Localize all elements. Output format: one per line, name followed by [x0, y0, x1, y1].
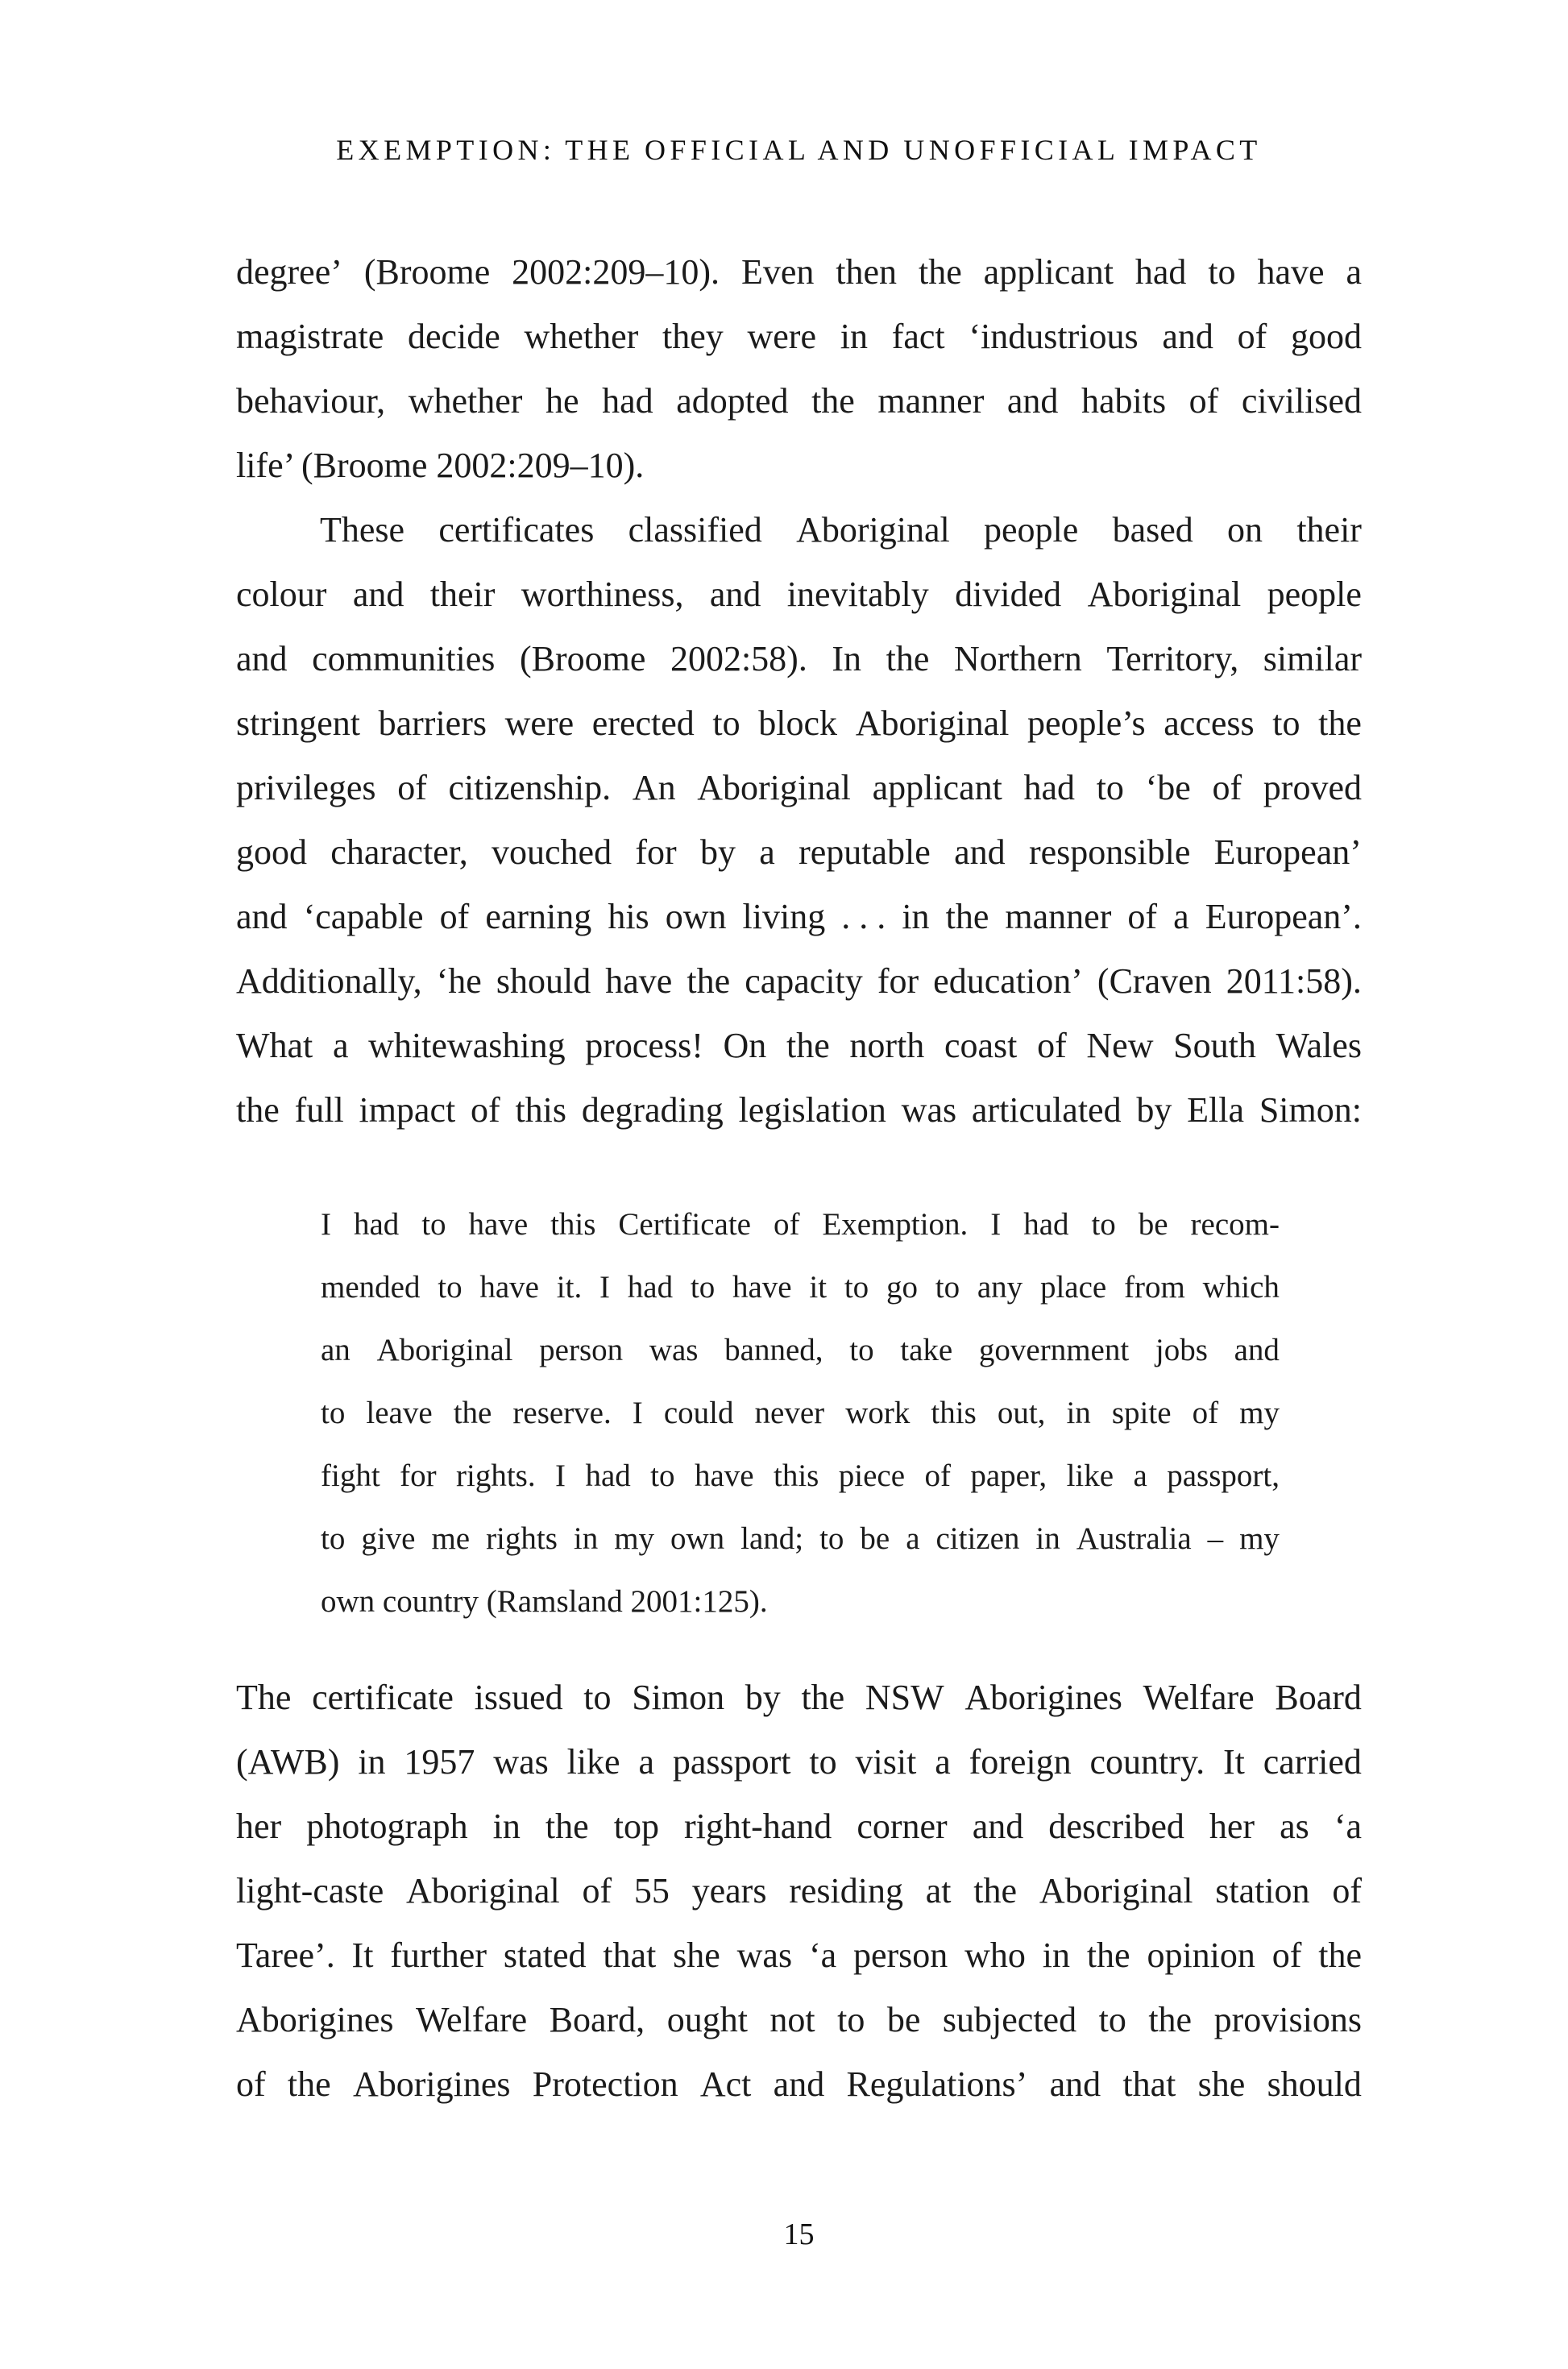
body-line: of the Aborigines Protection Act and Regulations’ and that she should — [236, 2064, 1362, 2104]
body-line: privileges of citizenship. An Aboriginal applicant had to ‘be of proved — [236, 768, 1362, 807]
quote-line: an Aboriginal person was banned, to take government jobs and — [321, 1333, 1280, 1367]
body-line: light-caste Aboriginal of 55 years residing at the Aboriginal station of — [236, 1871, 1362, 1911]
page-number: 15 — [783, 2218, 815, 2251]
quote-line: to give me rights in my own land; to be a citizen in Australia – my — [321, 1521, 1280, 1556]
block-quote — [321, 1193, 1280, 1633]
body-line: (AWB) in 1957 was like a passport to visit a foreign country. It carried — [236, 1742, 1362, 1782]
body-line: These certificates classified Aboriginal people based on their — [320, 510, 1362, 550]
body-line: Taree’. It further stated that she was ‘a person who in the opinion of the — [236, 1935, 1362, 1975]
body-line: the full impact of this degrading legislation was articulated by Ella Simon: — [236, 1090, 1362, 1130]
body-line: What a whitewashing process! On the north coast of New South Wales — [236, 1026, 1362, 1065]
body-line: Aborigines Welfare Board, ought not to be subjected to the provisions — [236, 2000, 1362, 2039]
quote-line: mended to have it. I had to have it to go to any place from which — [321, 1270, 1280, 1305]
quote-line: to leave the reserve. I could never work this out, in spite of my — [321, 1396, 1280, 1430]
body-line: and communities (Broome 2002:58). In the Northern Territory, similar — [236, 639, 1362, 678]
body-line: her photograph in the top right-hand corner and described her as ‘a — [236, 1807, 1362, 1846]
body-line: Additionally, ‘he should have the capacity for education’ (Craven 2011:58). — [236, 961, 1362, 1001]
body-line: life’ (Broome 2002:209–10). — [236, 446, 645, 485]
text-column-bottom — [236, 1666, 1362, 2117]
body-line: degree’ (Broome 2002:209–10). Even then the applicant had to have a — [236, 252, 1362, 292]
body-line: stringent barriers were erected to block Aboriginal people’s access to the — [236, 703, 1362, 743]
body-line: The certificate issued to Simon by the NSW Aborigines Welfare Board — [236, 1678, 1362, 1717]
body-line: behaviour, whether he had adopted the manner and habits of civilised — [236, 381, 1362, 421]
running-header: EXEMPTION: THE OFFICIAL AND UNOFFICIAL IMPACT — [336, 134, 1262, 166]
quote-line: fight for rights. I had to have this piece of paper, like a passport, — [321, 1458, 1280, 1493]
body-line: colour and their worthiness, and inevitably divided Aboriginal people — [236, 575, 1362, 614]
text-column-top — [236, 240, 1362, 1143]
quote-line: own country (Ramsland 2001:125). — [321, 1584, 768, 1619]
body-line: good character, vouched for by a reputable and responsible European’ — [236, 832, 1362, 872]
quote-line: I had to have this Certificate of Exemption. I had to be recom- — [321, 1207, 1280, 1242]
body-line: magistrate decide whether they were in fact ‘industrious and of good — [236, 317, 1362, 356]
body-line: and ‘capable of earning his own living . . . in the manner of a European’. — [236, 897, 1362, 936]
